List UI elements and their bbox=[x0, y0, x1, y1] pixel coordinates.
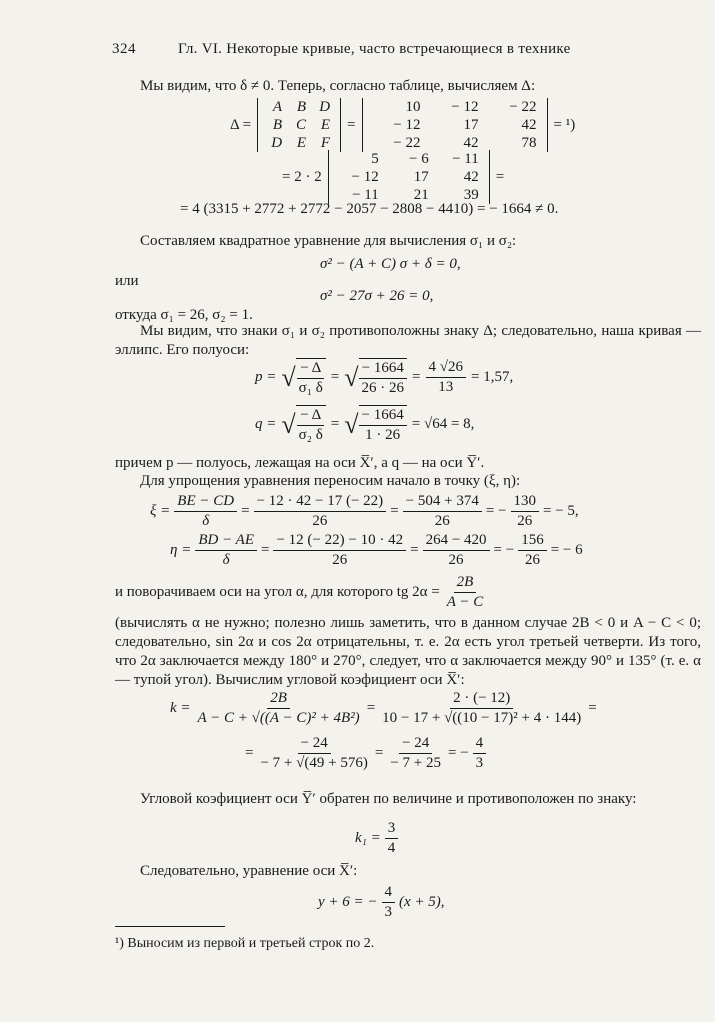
det-symbolic bbox=[257, 98, 341, 152]
page-number: 324 bbox=[112, 41, 136, 57]
frac-num: 2 · (− 12) bbox=[450, 690, 513, 709]
det-cell: E bbox=[320, 117, 331, 133]
frac-num: − Δ bbox=[297, 360, 324, 379]
frac-den: 26 bbox=[524, 552, 540, 568]
roots-text: откуда σ₁ = 26, σ₂ = 1. bbox=[115, 307, 253, 323]
det-cell: D bbox=[319, 99, 331, 115]
frac-den: σ₂ δ bbox=[298, 427, 323, 443]
det-numeric bbox=[362, 98, 548, 152]
det-cell: 17 bbox=[413, 169, 429, 185]
sqrt-sign: √ $\frac{- 1664}{26 \cdot 26}$ bbox=[344, 358, 407, 397]
frac-num: 2B bbox=[267, 690, 290, 709]
frac-num: 264 − 420 bbox=[423, 532, 490, 551]
frac-num: 4 bbox=[473, 735, 487, 754]
frac-den: 3 bbox=[475, 755, 484, 771]
q-lhs: q = bbox=[255, 416, 277, 432]
frac-num: 4 √26 bbox=[426, 359, 466, 378]
frac-den: 26 bbox=[434, 513, 450, 529]
frac-num: − 12 (− 22) − 10 · 42 bbox=[273, 532, 406, 551]
frac-num: 2B bbox=[454, 574, 477, 593]
axis-eq-text: Следовательно, уравнение оси X̅′: bbox=[140, 863, 358, 879]
q-value: = √64 = 8, bbox=[411, 416, 475, 432]
xi-formula: ξ = $\frac{BE - CD}{\delta}$ = $\frac{- 12 \cdot 42 - 17 (- 22)}{26}$ = $\frac{- 504 + 374}{26}$ = − $\frac{130}{26}$ = − 5, bbox=[150, 493, 579, 529]
det-result: = 4 (3315 + 2772 + 2772 − 2057 − 2808 − 4410) = − 1664 ≠ 0. bbox=[180, 201, 559, 217]
det-cell: A bbox=[272, 99, 283, 115]
k-lhs: k = bbox=[170, 700, 191, 716]
frac-num: 4 bbox=[382, 884, 396, 903]
rotation-start: и поворачиваем оси на угол α, для которого tg 2α = bbox=[115, 584, 440, 600]
footnote: ¹) Выносим из первой и третьей строк по 2. bbox=[115, 936, 375, 951]
quad-general: σ² − (A + C) σ + δ = 0, bbox=[320, 256, 461, 272]
quad-specific: σ² − 27σ + 26 = 0, bbox=[320, 288, 434, 304]
frac-num: BD − AE bbox=[195, 532, 257, 551]
k-formula: k = $\frac{2B}{\text{A − C + √((A − C)² + 4B²)}}$ = $\frac{2 \cdot (- 12)}{\text{10 − 17 + √((10 − 17)² + 4 · 144)}}$ = bbox=[170, 690, 597, 726]
det-cell: 42 bbox=[463, 135, 479, 151]
det-cell: 10 bbox=[405, 99, 421, 115]
xi-value: = − 5, bbox=[543, 503, 579, 519]
frac-den: 26 bbox=[312, 513, 328, 529]
shift-text: Для упрощения уравнения переносим начало в точку (ξ, η): bbox=[140, 473, 521, 489]
quad-intro: Составляем квадратное уравнение для вычисления σ₁ и σ₂: bbox=[140, 233, 517, 249]
intro-text: Мы видим, что δ ≠ 0. Теперь, согласно таблице, вычисляем Δ: bbox=[140, 78, 536, 94]
det-cell: 78 bbox=[521, 135, 537, 151]
frac-den: A − C bbox=[446, 594, 484, 610]
frac-den: 26 bbox=[332, 552, 348, 568]
frac-num: − 24 bbox=[298, 735, 331, 754]
eta-formula: η = $\frac{BD - AE}{\delta}$ = $\frac{- 12 (- 22) - 10 \cdot 42}{26}$ = $\frac{264 - 420}{26}$ = − $\frac{156}{26}$ = − 6 bbox=[170, 532, 583, 568]
sqrt-sign: √ $\frac{- \Delta}{\text{σ₁ δ}}$ bbox=[281, 358, 325, 397]
slope-y-text: Угловой коэфициент оси Y̅′ обратен по величине и противоположен по знаку: bbox=[140, 791, 637, 807]
p-value: = 1,57, bbox=[471, 369, 514, 385]
det-cell: 17 bbox=[463, 117, 479, 133]
determinant-reduced: = 2 · 2 5 − 6 − 11 − 12 17 42 − 11 21 39 = bbox=[282, 151, 505, 203]
q-formula: q = √ $\frac{- \Delta}{\text{σ₂ δ}}$ = √ $\frac{- 1664}{1 \cdot 26}$ = √64 = 8, bbox=[255, 407, 475, 443]
frac-den: − 7 + √(49 + 576) bbox=[260, 755, 368, 771]
frac-num: − 12 · 42 − 17 (− 22) bbox=[254, 493, 387, 512]
frac-den: 26 bbox=[448, 552, 464, 568]
frac-num: − 1664 bbox=[359, 407, 407, 426]
frac-den: 26 bbox=[517, 513, 533, 529]
eta-value: = − 6 bbox=[550, 542, 583, 558]
frac-den: δ bbox=[222, 552, 230, 568]
axis-equation bbox=[318, 884, 445, 921]
det-cell: − 12 bbox=[451, 99, 479, 115]
rotation-paragraph: (вычислять α не нужно; полезно лишь заметить, что в данном случае 2B < 0 и A − C < 0; следовательно, sin 2α и cos 2α отрицательны, т. е. 2α есть угол третьей четверти. Из того, что 2α заключается между 180° и 270°, следует, что α заключается между 90° и 135° (т. е. α — тупой угол). Вычислим угловой коэфициент оси X̅′: bbox=[115, 615, 701, 688]
det-cell: − 12 bbox=[393, 117, 421, 133]
det-cell: − 11 bbox=[452, 151, 479, 167]
det-cell: B bbox=[296, 99, 307, 115]
xi-lhs: ξ = bbox=[150, 503, 171, 519]
sqrt-sign: √ $\frac{- 1664}{1 \cdot 26}$ bbox=[344, 405, 407, 444]
det-cell: F bbox=[320, 135, 331, 151]
frac-num: 156 bbox=[518, 532, 547, 551]
frac-num: − 24 bbox=[399, 735, 432, 754]
det-cell: B bbox=[272, 117, 283, 133]
frac-den: A − C + √((A − C)² + 4B²) bbox=[197, 710, 360, 726]
axis-eq-lhs: y + 6 = − bbox=[318, 894, 378, 910]
k1-lhs: k₁ = bbox=[355, 830, 381, 846]
frac-num: − 1664 bbox=[359, 360, 407, 379]
frac-den: − 7 + 25 bbox=[390, 755, 441, 771]
frac-den: 13 bbox=[438, 379, 454, 395]
k1-formula bbox=[355, 820, 398, 857]
det-factor: = 2 · 2 bbox=[282, 168, 322, 185]
det-cell: − 6 bbox=[409, 151, 429, 167]
frac-den: δ bbox=[202, 513, 210, 529]
det-cell: 39 bbox=[463, 187, 479, 203]
det-cell: C bbox=[296, 117, 307, 133]
det-lhs: Δ = bbox=[230, 116, 252, 133]
sqrt-sign: √ $\frac{- \Delta}{\text{σ₂ δ}}$ bbox=[281, 405, 325, 444]
det-cell: − 11 bbox=[352, 187, 379, 203]
det-cell: D bbox=[271, 135, 283, 151]
frac-den: 3 bbox=[384, 904, 393, 920]
det-cell: − 22 bbox=[393, 135, 421, 151]
det-cell: 42 bbox=[521, 117, 537, 133]
where-text: причем p — полуось, лежащая на оси X̅′, а q — на оси Y̅′. bbox=[115, 455, 485, 471]
p-formula: p = √ $\frac{- \Delta}{\text{σ₁ δ}}$ = √ $\frac{- 1664}{26 \cdot 26}$ = $\frac{4 √26}{13}$ = 1,57, bbox=[255, 359, 514, 396]
frac-den: 26 · 26 bbox=[361, 380, 405, 396]
det-footnote-mark: = ¹) bbox=[553, 116, 576, 133]
eta-lhs: η = bbox=[170, 542, 192, 558]
frac-num: BE − CD bbox=[174, 493, 237, 512]
det-reduced-matrix bbox=[328, 150, 490, 204]
frac-num: 3 bbox=[385, 820, 399, 839]
frac-den: σ₁ δ bbox=[298, 380, 323, 396]
det-cell: − 12 bbox=[351, 169, 379, 185]
footnote-rule bbox=[115, 926, 225, 927]
frac-den: 10 − 17 + √((10 − 17)² + 4 · 144) bbox=[382, 710, 582, 726]
k-simplified: = $\frac{- 24}{- 7 + √(49 + 576)}$ = $\frac{- 24}{- 7 + 25}$ = − $\frac{4}{3}$ bbox=[245, 735, 486, 772]
det-cell: 21 bbox=[413, 187, 429, 203]
determinant-equation: Δ = A B D B C E D E F = 10 − 12 − 22 − 12 17 42 − 22 42 78 = ¹) bbox=[230, 99, 576, 151]
or-word: или bbox=[115, 273, 139, 289]
frac-num: − Δ bbox=[297, 407, 324, 426]
frac-num: − 504 + 374 bbox=[403, 493, 482, 512]
frac-num: 130 bbox=[511, 493, 540, 512]
det-cell: E bbox=[296, 135, 307, 151]
running-title: Гл. VI. Некоторые кривые, часто встречающиеся в технике bbox=[178, 41, 571, 57]
axis-eq-rhs: (x + 5), bbox=[399, 894, 445, 910]
det-cell: 42 bbox=[463, 169, 479, 185]
det-cell: 5 bbox=[371, 151, 379, 167]
frac-den: 4 bbox=[387, 840, 396, 856]
signs-paragraph: Мы видим, что знаки σ₁ и σ₂ противоположны знаку Δ; следовательно, наша кривая — эллипс. Его полуоси: bbox=[115, 323, 701, 358]
det-cell: − 22 bbox=[509, 99, 537, 115]
rotation-line bbox=[115, 574, 486, 611]
p-lhs: p = bbox=[255, 369, 277, 385]
frac-den: 1 · 26 bbox=[365, 427, 401, 443]
